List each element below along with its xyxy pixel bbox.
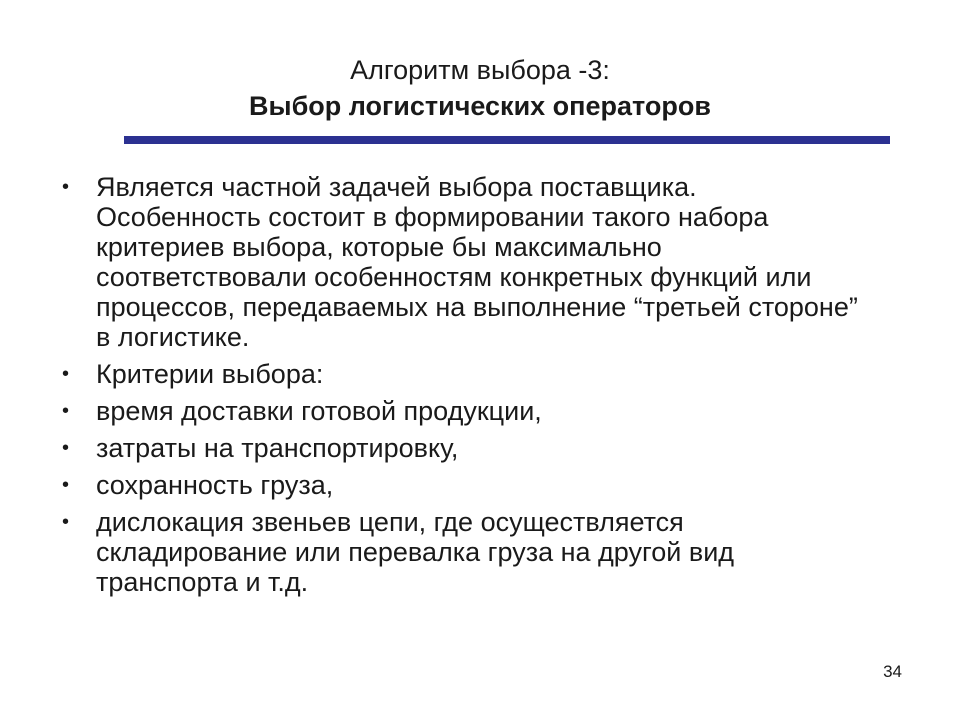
title-underline-rule (124, 136, 890, 144)
bullet-text: сохранность груза, (96, 470, 334, 500)
title-line-1: Алгоритм выбора -3: (350, 55, 610, 85)
bullet-item (60, 359, 860, 389)
bullet-item (60, 433, 860, 463)
bullet-list (60, 172, 860, 604)
bullet-item (60, 396, 860, 426)
bullet-item (60, 507, 860, 597)
bullet-text: Является частной задачей выбора поставщика. Особенность состоит в формировании такого набора критериев выбора, которые бы максимально соответствовали особенностям конкретных функций или процессов, передаваемых на выполнение “третьей стороне” в логистике. (96, 172, 858, 352)
title-line-2: Выбор логистических операторов (249, 91, 711, 121)
bullet-text: дислокация звеньев цепи, где осуществляется складирование или перевалка груза на другой вид транспорта и т.д. (96, 507, 735, 597)
bullet-dot-icon: • (62, 437, 70, 459)
bullet-item (60, 470, 860, 500)
bullet-dot-icon: • (62, 511, 70, 533)
bullet-item (60, 172, 860, 352)
bullet-dot-icon: • (62, 400, 70, 422)
bullet-dot-icon: • (62, 176, 70, 198)
page-number: 34 (883, 662, 902, 681)
slide-title (0, 52, 960, 124)
bullet-dot-icon: • (62, 474, 70, 496)
bullet-text: затраты на транспортировку, (96, 433, 459, 463)
bullet-dot-icon: • (62, 363, 70, 385)
bullet-text: время доставки готовой продукции, (96, 396, 542, 426)
bullet-text: Критерии выбора: (96, 359, 324, 389)
